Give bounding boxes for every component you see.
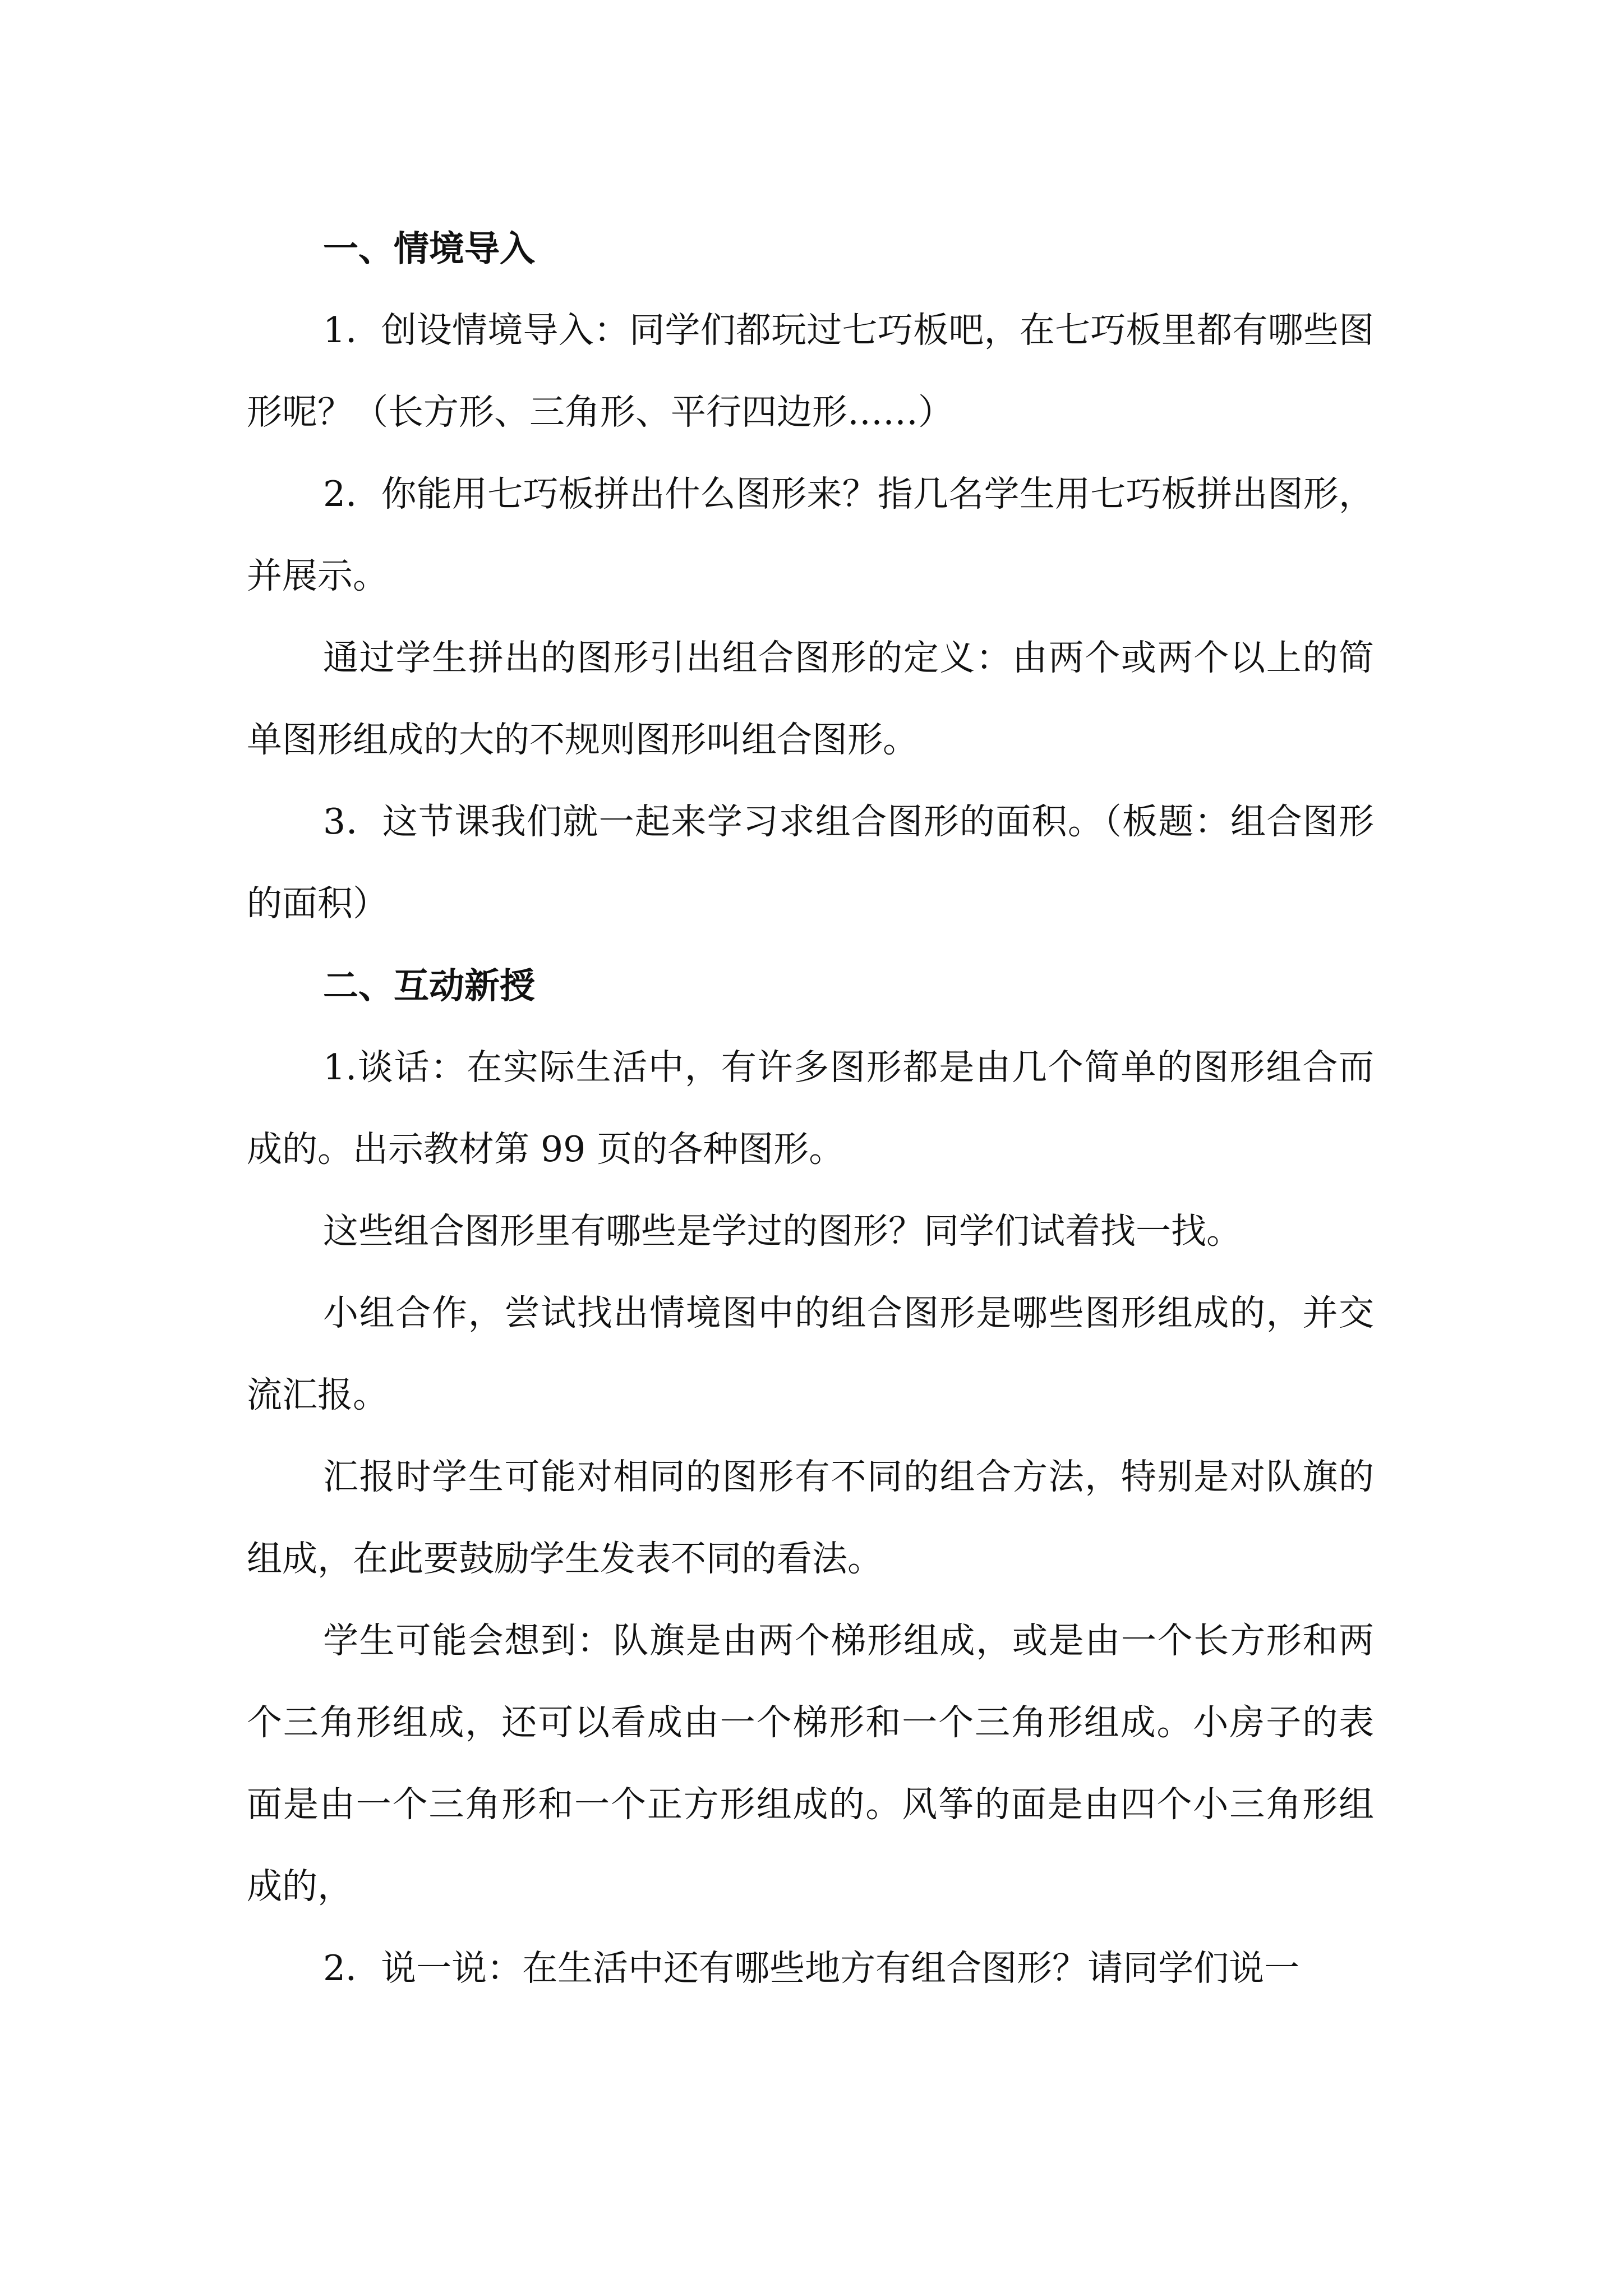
paragraph: 3．这节课我们就一起来学习求组合图形的面积。（板题：组合图形的面积） (247, 801, 1374, 924)
paragraph: 小组合作，尝试找出情境图中的组合图形是哪些图形组成的，并交流汇报。 (247, 1292, 1374, 1415)
section-heading-1: 一、情境导入 (323, 228, 535, 269)
paragraph: 2．你能用七巧板拼出什么图形来？指几名学生用七巧板拼出图形，并展示。 (247, 473, 1374, 596)
document-body (247, 208, 1374, 2009)
paragraph: 通过学生拼出的图形引出组合图形的定义：由两个或两个以上的简单图形组成的大的不规则图形叫组合图形。 (247, 637, 1374, 760)
paragraph: 1.谈话：在实际生活中，有许多图形都是由几个简单的图形组合而成的。出示教材第 99 页的各种图形。 (247, 1047, 1374, 1170)
paragraph: 学生可能会想到：队旗是由两个梯形组成，或是由一个长方形和两个三角形组成，还可以看成由一个梯形和一个三角形组成。小房子的表面是由一个三角形和一个正方形组成的。风筝的面是由四个小三角形组成的， (247, 1620, 1374, 1907)
paragraph: 汇报时学生可能对相同的图形有不同的组合方法，特别是对队旗的组成，在此要鼓励学生发表不同的看法。 (247, 1456, 1374, 1579)
paragraph: 1．创设情境导入：同学们都玩过七巧板吧，在七巧板里都有哪些图形呢？（长方形、三角形、平行四边形……） (247, 310, 1374, 432)
paragraph: 这些组合图形里有哪些是学过的图形？同学们试着找一找。 (323, 1211, 1242, 1251)
paragraph: 2．说一说：在生活中还有哪些地方有组合图形？请同学们说一 (323, 1948, 1300, 1989)
section-heading-2: 二、互动新授 (323, 965, 535, 1006)
